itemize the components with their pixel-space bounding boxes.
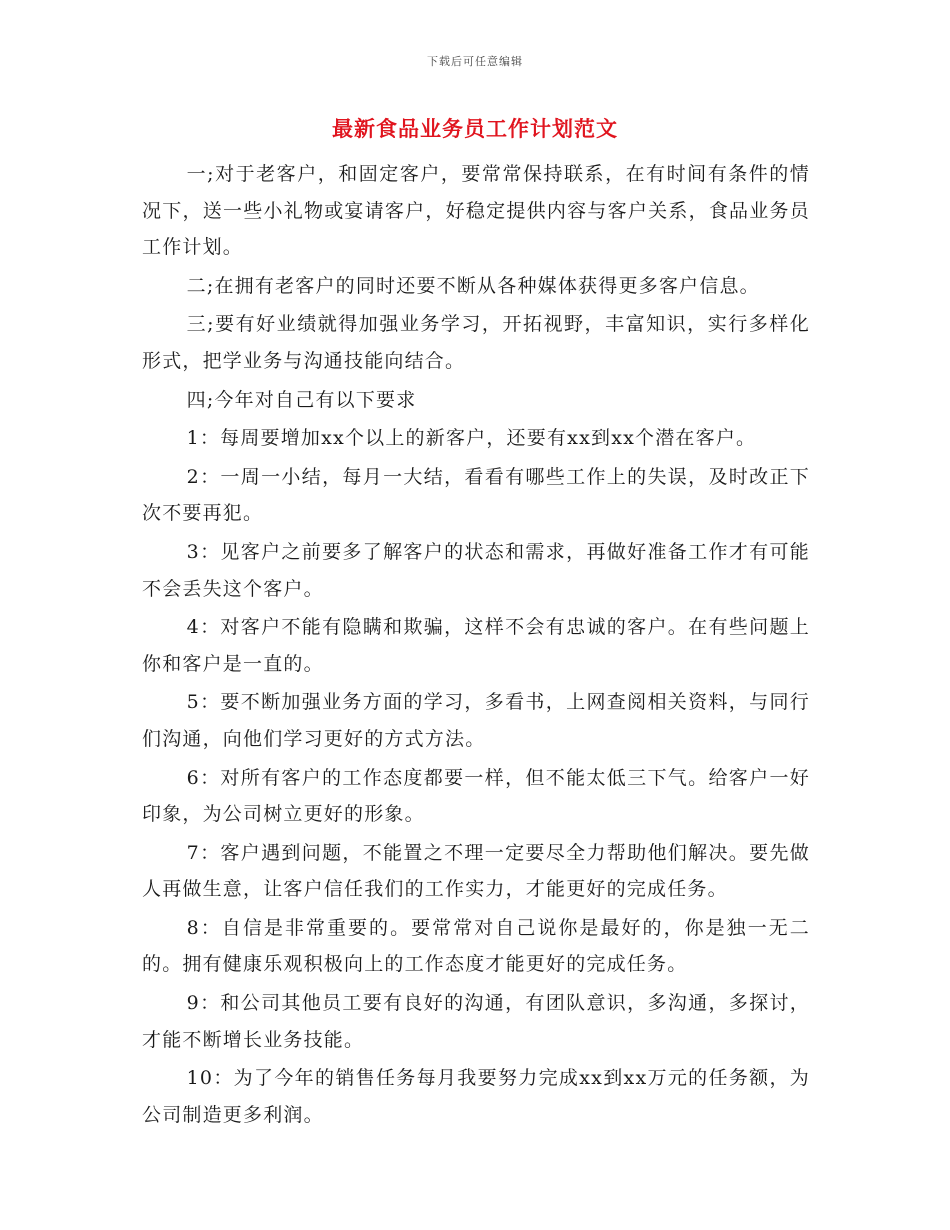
header-note: 下载后可任意编辑 — [427, 55, 523, 68]
requirement-9: 9：和公司其他员工要有良好的沟通，有团队意识，多沟通，多探讨，才能不断增长业务技能。 — [142, 992, 810, 1051]
paragraph-1: 一;对于老客户，和固定客户，要常常保持联系，在有时间有条件的情况下，送一些小礼物或宴请客户，好稳定提供内容与客户关系，食品业务员工作计划。 — [142, 163, 810, 259]
requirement-10: 10：为了今年的销售任务每月我要努力完成xx到xx万元的任务额，为公司制造更多利润。 — [142, 1067, 810, 1126]
requirement-7: 7：客户遇到问题，不能置之不理一定要尽全力帮助他们解决。要先做人再做生意，让客户信任我们的工作实力，才能更好的完成任务。 — [142, 841, 810, 901]
requirement-8: 8：自信是非常重要的。要常常对自己说你是最好的，你是独一无二的。拥有健康乐观积极向上的工作态度才能更好的完成任务。 — [142, 916, 810, 976]
paragraph-4: 四;今年对自己有以下要求 — [186, 388, 417, 411]
requirement-2: 2：一周一小结，每月一大结，看看有哪些工作上的失误，及时改正下次不要再犯。 — [142, 465, 810, 525]
document-body — [142, 156, 810, 1135]
requirement-3: 3：见客户之前要多了解客户的状态和需求，再做好准备工作才有可能不会丢失这个客户。 — [142, 540, 810, 600]
paragraph-2: 二;在拥有老客户的同时还要不断从各种媒体获得更多客户信息。 — [186, 274, 760, 297]
requirement-4: 4：对客户不能有隐瞒和欺骗，这样不会有忠诚的客户。在有些问题上你和客户是一直的。 — [142, 616, 810, 675]
requirement-5: 5：要不断加强业务方面的学习，多看书，上网查阅相关资料，与同行们沟通，向他们学习更好的方式方法。 — [142, 691, 810, 750]
document-title: 最新食品业务员工作计划范文 — [332, 117, 618, 141]
paragraph-3: 三;要有好业绩就得加强业务学习，开拓视野，丰富知识，实行多样化形式，把学业务与沟通技能向结合。 — [142, 313, 810, 372]
requirement-1: 1：每周要增加xx个以上的新客户，还要有xx到xx个潜在客户。 — [186, 427, 757, 450]
requirement-6: 6：对所有客户的工作态度都要一样，但不能太低三下气。给客户一好印象，为公司树立更好的形象。 — [142, 766, 810, 826]
